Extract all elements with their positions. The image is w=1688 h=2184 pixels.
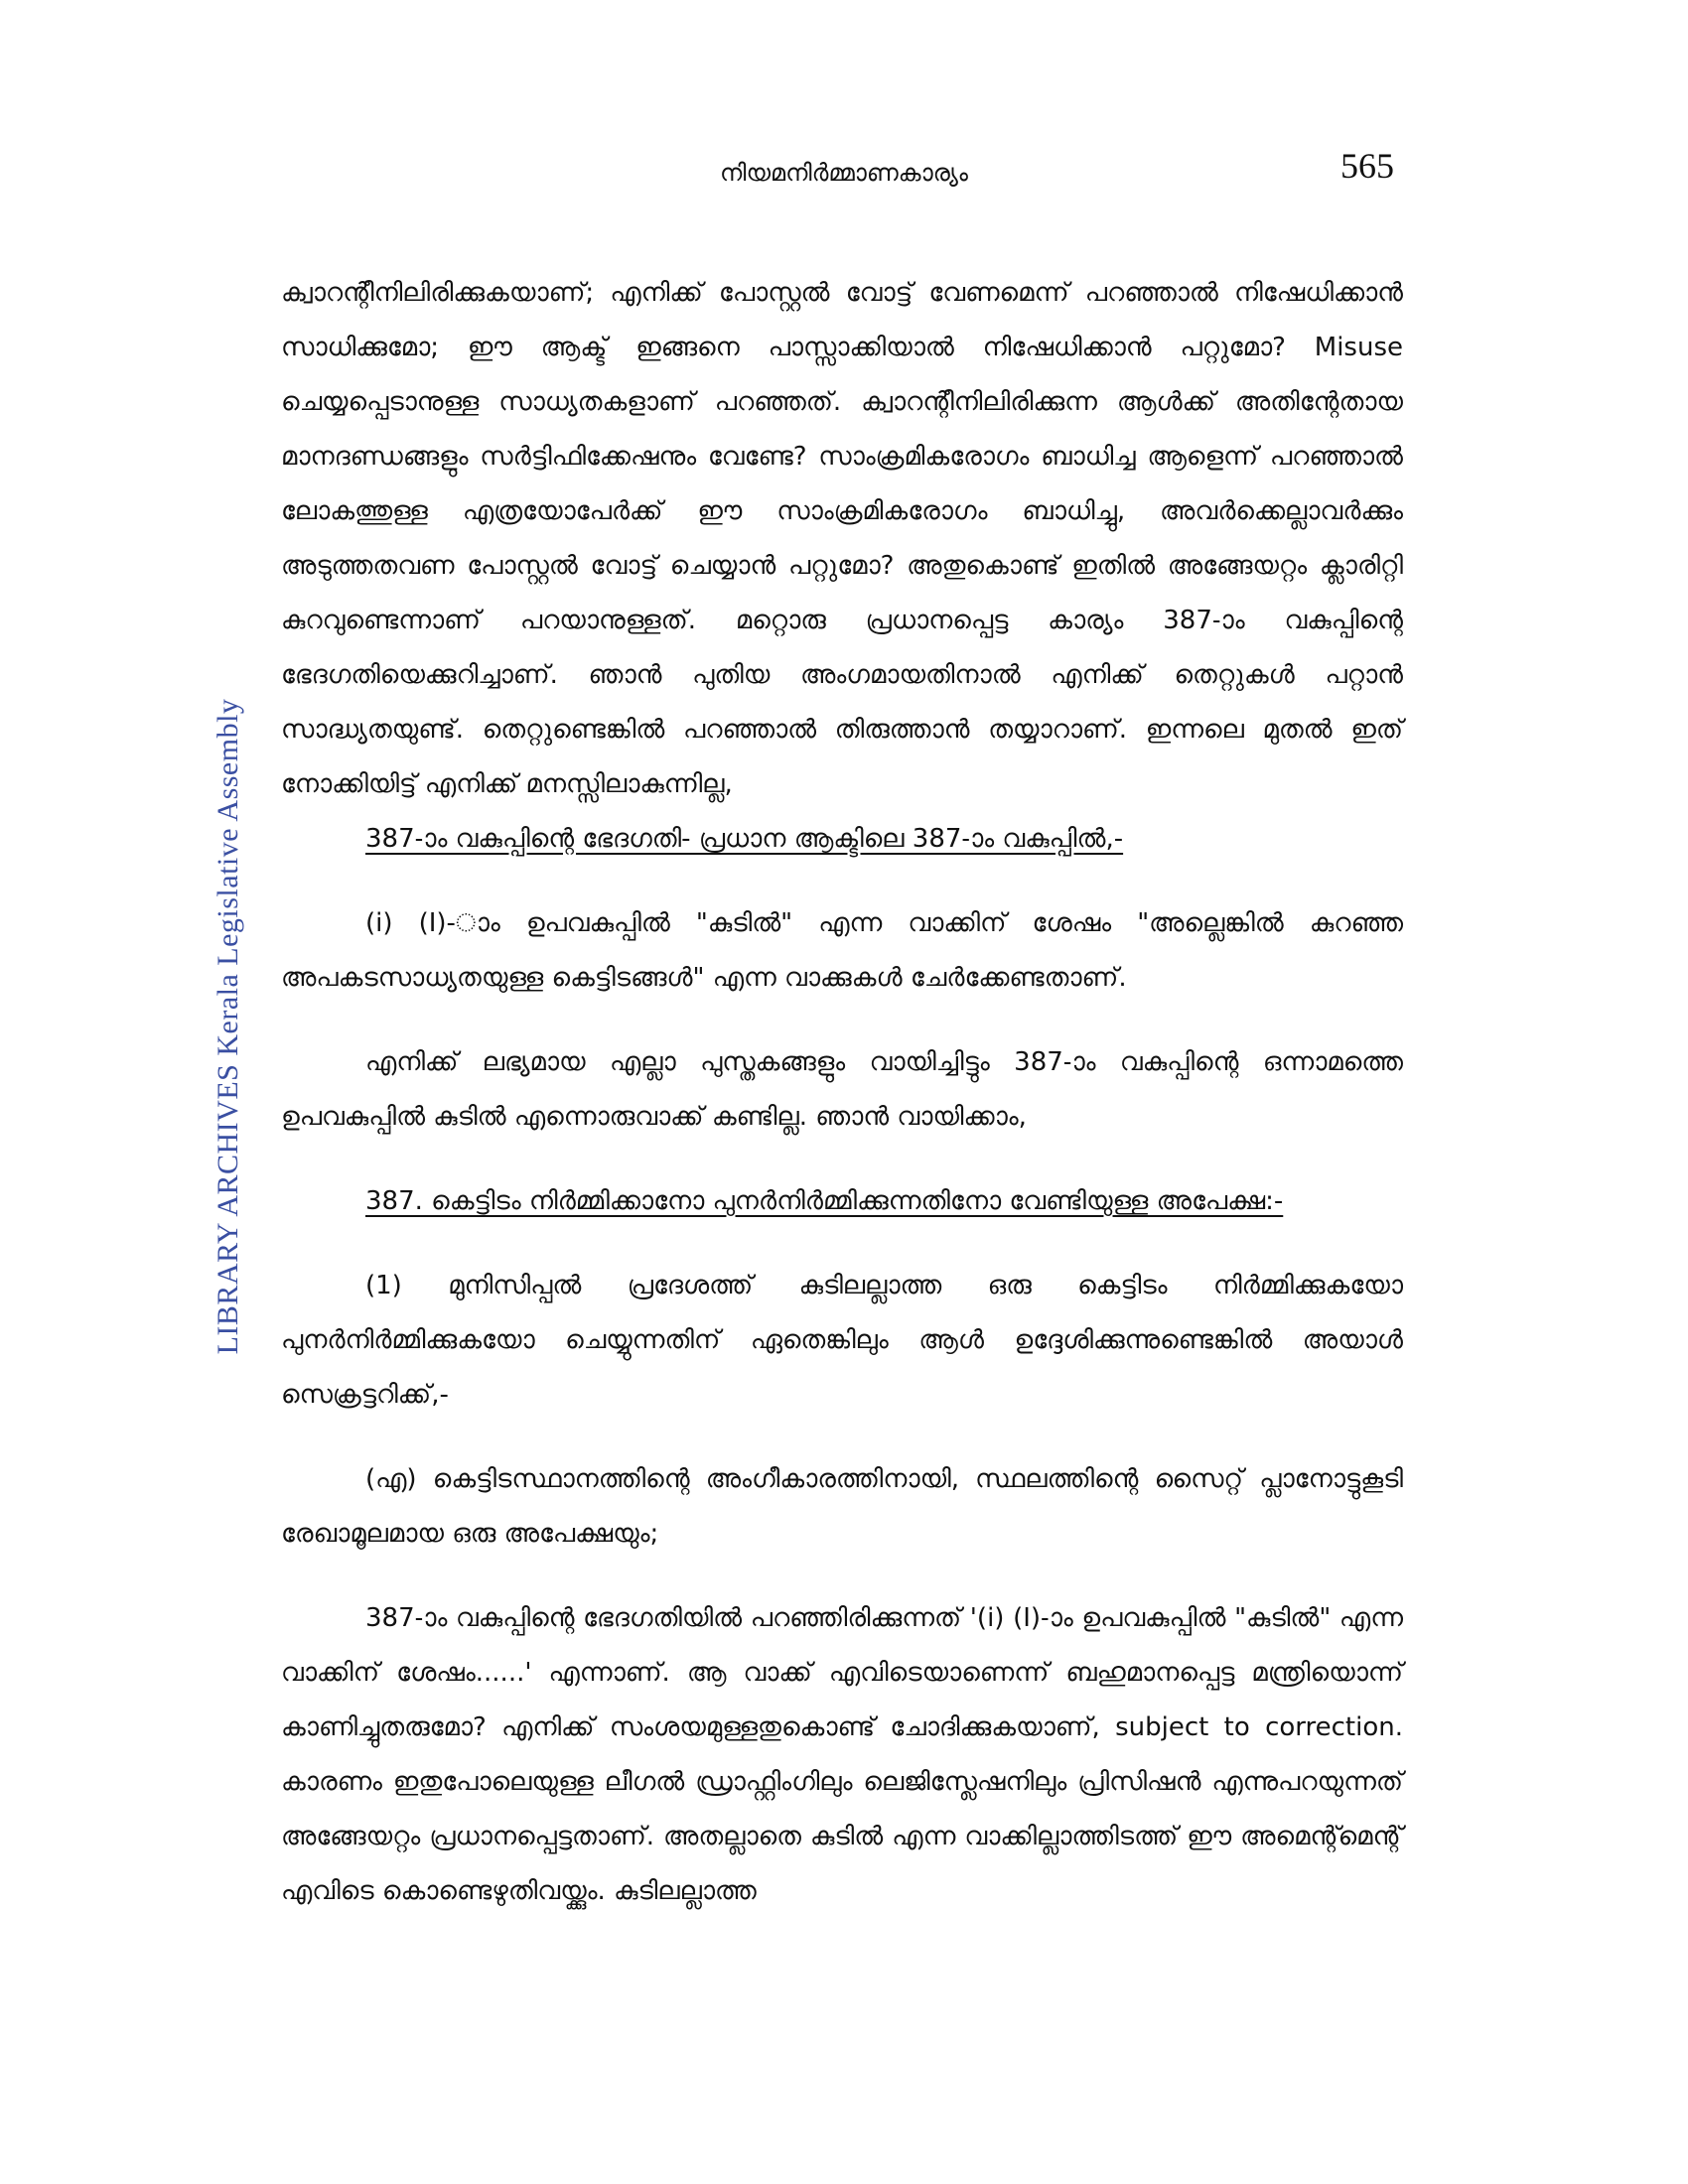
paragraph-amendment-clause-i: (i) (I)-ാം ഉപവകുപ്പിൽ "കുടിൽ" എന്ന വാക്കിന് ശേഷം "അല്ലെങ്കിൽ കുറഞ്ഞ അപകടസാധ്യതയുള്ള കെട്ടിടങ്ങൾ" എന്ന വാക്കുകൾ ചേർക്കേണ്ടതാണ്. bbox=[281, 908, 1403, 993]
paragraph-subsection-1: (1) മുനിസിപ്പൽ പ്രദേശത്ത് കുടിലല്ലാത്ത ഒരു കെട്ടിടം നിർമ്മിക്കുകയോ പുനർനിർമ്മിക്കുകയോ ചെയ്യുന്നതിന് ഏതെങ്കിലും ആൾ ഉദ്ദേശിക്കുന്നുണ്ടെങ്കിൽ അയാൾ സെക്രട്ടറിക്ക്,- bbox=[281, 1271, 1403, 1410]
paragraph-clause-a: (എ) കെട്ടിടസ്ഥാനത്തിന്റെ അംഗീകാരത്തിനായി, സ്ഥലത്തിന്റെ സൈറ്റ് പ്ലാനോട്ടുകൂടി രേഖാമൂലമായ ഒരു അപേക്ഷയും; bbox=[281, 1464, 1403, 1549]
paragraph-books-read: എനിക്ക് ലഭ്യമായ എല്ലാ പുസ്തകങ്ങളും വായിച്ചിട്ടും 387-ാം വകുപ്പിന്റെ ഒന്നാമത്തെ ഉപവകുപ്പിൽ കുടിൽ എന്നൊരുവാക്ക് കണ്ടില്ല. ഞാൻ വായിക്കാം, bbox=[281, 1047, 1403, 1132]
section-387-heading-text: 387. കെട്ടിടം നിർമ്മിക്കാനോ പുനർനിർമ്മിക്കുന്നതിനോ വേണ്ടിയുള്ള അപേക്ഷ:- bbox=[365, 1186, 1284, 1216]
paragraph-quarantine-postal-vote: ക്വാറന്റീനിലിരിക്കുകയാണ്; എനിക്ക് പോസ്റ്റൽ വോട്ട് വേണമെന്ന് പറഞ്ഞാൽ നിഷേധിക്കാൻ സാധിക്കുമോ; ഈ ആക്ട് ഇങ്ങനെ പാസ്സാക്കിയാൽ നിഷേധിക്കാൻ പറ്റുമോ? Misuse ചെയ്യപ്പെടാനുള്ള സാധ്യതകളാണ് പറഞ്ഞത്. ക്വാറന്റീനിലിരിക്കുന്ന ആൾക്ക് അതിന്റേതായ മാനദണ്ഡങ്ങളും സർട്ടിഫിക്കേഷനും വേണ്ടേ? സാംക്രമികരോഗം ബാധിച്ച ആളെന്ന് പറഞ്ഞാൽ ലോകത്തുള്ള എത്രയോപേർക്ക് ഈ സാംക്രമികരോഗം ബാധിച്ചു, അവർക്കെല്ലാവർക്കും അടുത്തതവണ പോസ്റ്റൽ വോട്ട് ചെയ്യാൻ പറ്റുമോ? അതുകൊണ്ട് ഇതിൽ അങ്ങേയറ്റം ക്ലാരിറ്റി കുറവുണ്ടെന്നാണ് പറയാനുള്ളത്. മറ്റൊരു പ്രധാനപ്പെട്ട കാര്യം 387-ാം വകുപ്പിന്റെ ഭേദഗതിയെക്കുറിച്ചാണ്. ഞാൻ പുതിയ അംഗമായതിനാൽ എനിക്ക് തെറ്റുകൾ പറ്റാൻ സാദ്ധ്യതയുണ്ട്. തെറ്റുണ്ടെങ്കിൽ പറഞ്ഞാൽ തിരുത്താൻ തയ്യാറാണ്. ഇന്നലെ മുതൽ ഇത് നോക്കിയിട്ട് എനിക്ക് മനസ്സിലാകുന്നില്ല, bbox=[281, 278, 1403, 799]
archive-watermark: LIBRARY ARCHIVES Kerala Legislative Assembly bbox=[211, 698, 244, 1355]
amendment-heading-text: 387-ാം വകുപ്പിന്റെ ഭേദഗതി- പ്രധാന ആക്ടിലെ 387-ാം വകുപ്പിൽ,- bbox=[365, 824, 1124, 854]
page-number: 565 bbox=[1340, 146, 1394, 186]
paragraph-amendment-question: 387-ാം വകുപ്പിന്റെ ഭേദഗതിയിൽ പറഞ്ഞിരിക്കുന്നത് '(i) (I)-ാം ഉപവകുപ്പിൽ "കുടിൽ" എന്ന വാക്കിന് ശേഷം......' എന്നാണ്. ആ വാക്ക് എവിടെയാണെന്ന് ബഹുമാനപ്പെട്ട മന്ത്രിയൊന്ന് കാണിച്ചുതരുമോ? എനിക്ക് സംശയമുള്ളതുകൊണ്ട് ചോദിക്കുകയാണ്, subject to correction. കാരണം ഇതുപോലെയുള്ള ലീഗൽ ഡ്രാഫ്റ്റിംഗിലും ലെജിസ്ലേഷനിലും പ്രിസിഷൻ എന്നുപറയുന്നത് അങ്ങേയറ്റം പ്രധാനപ്പെട്ടതാണ്. അതല്ലാതെ കുടിൽ എന്ന വാക്കില്ലാത്തിടത്ത് ഈ അമെന്റ്മെന്റ് എവിടെ കൊണ്ടെഴുതിവയ്ക്കും. കുടിലല്ലാത്ത bbox=[281, 1603, 1403, 1906]
amendment-heading bbox=[281, 812, 1403, 867]
document-body bbox=[281, 266, 1403, 1919]
section-387-heading bbox=[281, 1174, 1403, 1229]
running-header-title: നിയമനിർമ്മാണകാര്യം bbox=[720, 159, 968, 187]
